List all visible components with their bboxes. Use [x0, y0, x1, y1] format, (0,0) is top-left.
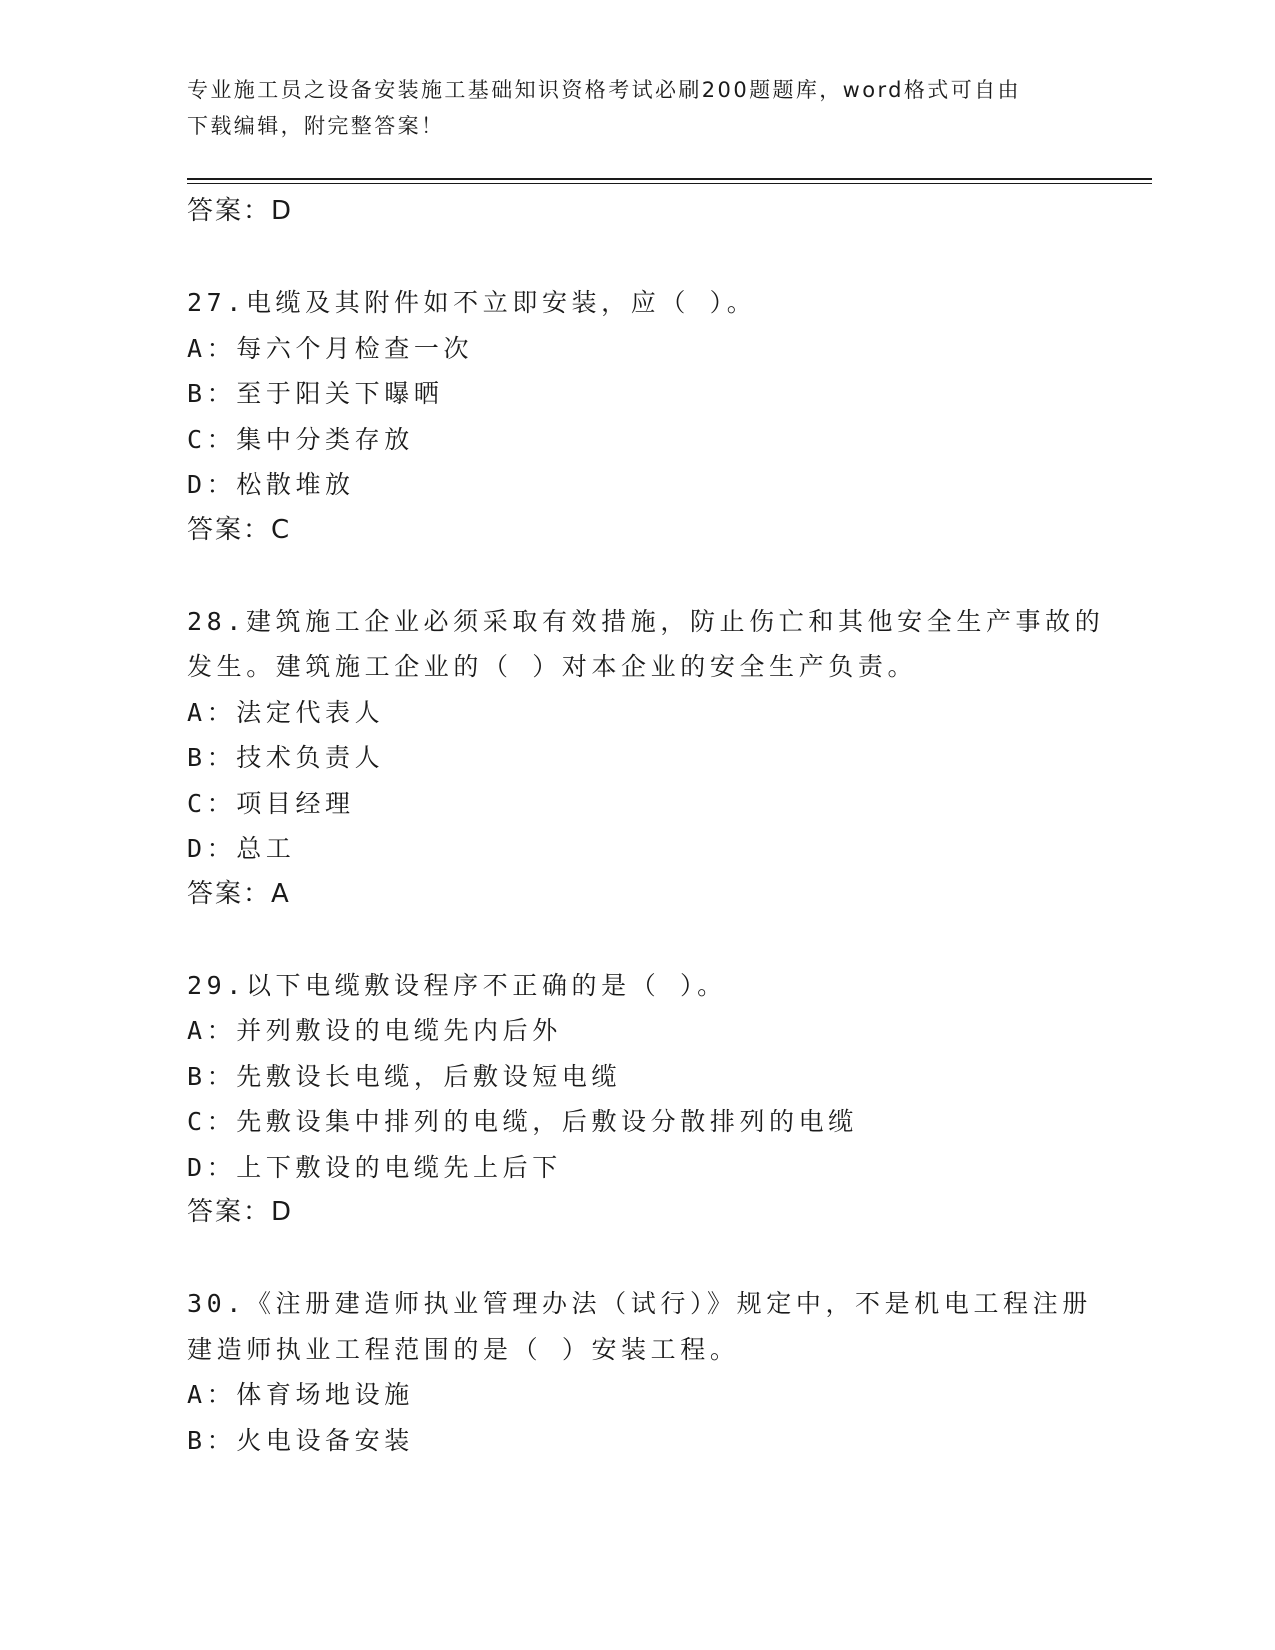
- option-a: A：每六个月检查一次: [187, 333, 474, 363]
- question-stem-continued: 发生。建筑施工企业的（ ）对本企业的安全生产负责。: [187, 652, 918, 681]
- question-28: [187, 599, 1105, 918]
- spacer: [187, 553, 1087, 599]
- question-stem: 30.《注册建造师执业管理办法（试行）》规定中，不是机电工程注册: [187, 1289, 1092, 1318]
- spacer: [187, 235, 1087, 281]
- answer-line: 答案：A: [187, 878, 291, 909]
- option-b: B：先敷设长电缆，后敷设短电缆: [187, 1061, 622, 1091]
- header-rule-thin: [187, 183, 1152, 184]
- option-c: C：集中分类存放: [187, 424, 414, 454]
- option-a: A：体育场地设施: [187, 1380, 414, 1409]
- spacer: [187, 917, 1087, 963]
- option-a: A：并列敷设的电缆先内后外: [187, 1016, 562, 1045]
- question-stem: 29.以下电缆敷设程序不正确的是（ ）。: [187, 970, 727, 1000]
- question-30: [187, 1281, 1092, 1463]
- header-line-1: 专业施工员之设备安装施工基础知识资格考试必刷200题题库，word格式可自由: [187, 78, 1021, 102]
- document-header: [187, 72, 1067, 144]
- option-b: B：火电设备安装: [187, 1425, 414, 1455]
- question-stem: 28.建筑施工企业必须采取有效措施，防止伤亡和其他安全生产事故的: [187, 606, 1105, 636]
- option-d: D：总工: [187, 834, 296, 863]
- question-stem: 27.电缆及其附件如不立即安装，应（ ）。: [187, 288, 757, 317]
- option-d: D：松散堆放: [187, 470, 355, 499]
- question-list: [187, 189, 1105, 1463]
- option-b: B：至于阳关下曝晒: [187, 379, 444, 408]
- option-d: D：上下敷设的电缆先上后下: [187, 1152, 562, 1182]
- question-27: [187, 280, 1087, 553]
- answer-line: 答案：C: [187, 514, 292, 545]
- option-c: C：先敷设集中排列的电缆，后敷设分散排列的电缆: [187, 1107, 858, 1136]
- answer-line: 答案：D: [187, 196, 294, 226]
- answer-line: 答案：D: [187, 1197, 294, 1227]
- option-c: C：项目经理: [187, 788, 355, 818]
- question-stem-continued: 建造师执业工程范围的是（ ）安装工程。: [187, 1334, 740, 1364]
- header-rule-thick: [187, 178, 1152, 180]
- header-line-2: 下载编辑，附完整答案！: [187, 114, 445, 138]
- spacer: [187, 1236, 1087, 1282]
- option-a: A：法定代表人: [187, 697, 385, 727]
- question-29: [187, 963, 1087, 1236]
- option-b: B：技术负责人: [187, 743, 385, 772]
